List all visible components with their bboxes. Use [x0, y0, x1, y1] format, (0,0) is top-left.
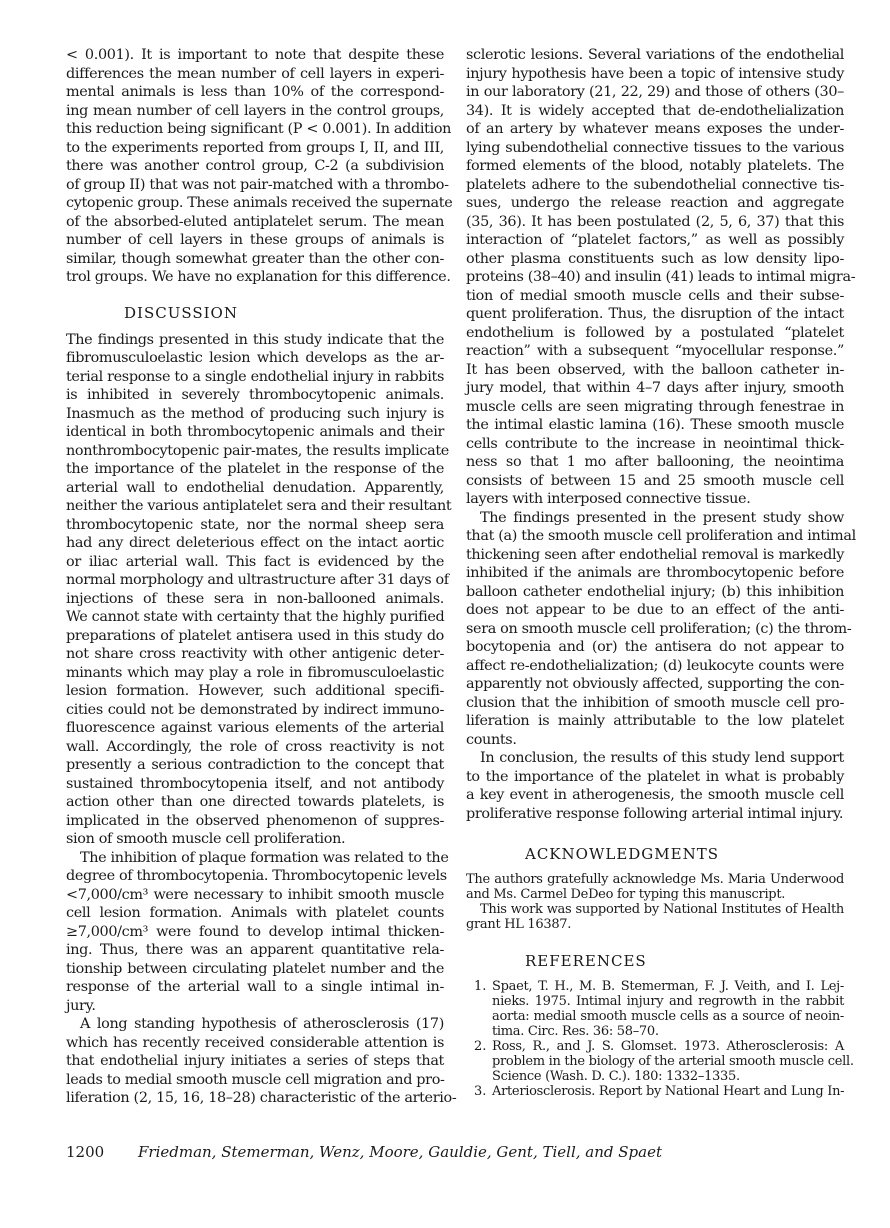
text-line: that endothelial injury initiates a series of steps that [66, 1053, 444, 1069]
text-line: number of cell layers in these groups of animals is [66, 232, 444, 248]
text-line: liferation (2, 15, 16, 18–28) characteristic of the arterio- [66, 1090, 457, 1106]
text-line: normal morphology and ultrastructure after 31 days of [66, 572, 449, 588]
text-line: inhibited if the animals are thrombocytopenic before [466, 565, 844, 581]
reference-line: problem in the biology of the arterial smooth muscle cell. [492, 1054, 854, 1069]
reference-number: 1. [474, 979, 487, 994]
text-line: quent proliferation. Thus, the disruption of the intact [466, 306, 844, 322]
text-line: cytopenic group. These animals received the supernate [66, 195, 453, 211]
reference-item [466, 1039, 854, 1084]
funding-text [466, 902, 844, 932]
text-line: mental animals is less than 10% of the correspond- [66, 84, 444, 100]
text-line: balloon catheter endothelial injury; (b) this inhibition [466, 583, 844, 600]
reference-line: Arteriosclerosis. Report by National Heart and Lung In- [492, 1084, 845, 1099]
text-line: differences the mean number of cell layers in experi- [66, 65, 444, 82]
text-line: grant HL 16387. [466, 917, 572, 932]
paragraph [466, 749, 844, 823]
text-line: clusion that the inhibition of smooth muscle cell pro- [466, 694, 844, 711]
text-line: consists of between 15 and 25 smooth muscle cell [466, 472, 844, 489]
text-line: The inhibition of plaque formation was related to the [80, 849, 449, 866]
text-line: and Ms. Carmel DeDeo for typing this manuscript. [466, 887, 786, 902]
text-line: sues, undergo the release reaction and aggregate [466, 195, 844, 211]
text-line: liferation is mainly attributable to the low platelet [466, 713, 844, 729]
text-line: ing mean number of cell layers in the control groups, [66, 102, 444, 119]
right-column [466, 46, 856, 1099]
text-line: proteins (38–40) and insulin (41) leads to intimal migra- [466, 269, 856, 285]
reference-line: Spaet, T. H., M. B. Stemerman, F. J. Veith, and I. Lej- [492, 979, 844, 994]
reference-line: nieks. 1975. Intimal injury and regrowth in the rabbit [492, 994, 844, 1009]
text-line: which has recently received considerable attention is [66, 1034, 444, 1051]
text-line: Inasmuch as the method of producing such injury is [66, 405, 444, 422]
paragraph [466, 509, 856, 750]
text-line: It has been observed, with the balloon catheter in- [466, 361, 844, 378]
text-line: platelets adhere to the subendothelial connective tis- [466, 176, 844, 193]
text-line: trol groups. We have no explanation for this difference. [66, 269, 451, 285]
text-line: in our laboratory (21, 22, 29) and those of others (30– [466, 84, 844, 100]
reference-line: Ross, R., and J. S. Glomset. 1973. Atherosclerosis: A [492, 1039, 844, 1054]
page-number: 1200 [66, 1143, 105, 1161]
text-line: thickening seen after endothelial removal is markedly [466, 546, 844, 563]
text-line: action other than one directed towards platelets, is [66, 794, 444, 810]
text-line: proliferative response following arterial intimal injury. [466, 805, 844, 822]
text-line: The findings presented in this study indicate that the [66, 331, 444, 348]
text-line: presently a serious contradiction to the concept that [66, 757, 444, 773]
text-line: This work was supported by National Institutes of Health [480, 902, 844, 917]
text-line: We cannot state with certainty that the highly purified [66, 609, 445, 625]
text-line: ing. Thus, there was an apparent quantitative rela- [66, 942, 444, 958]
text-line: thrombocytopenic state, nor the normal sheep sera [66, 516, 444, 533]
text-line: wall. Accordingly, the role of cross reactivity is not [66, 738, 444, 755]
text-line: of group II) that was not pair-matched with a thrombo- [66, 176, 449, 193]
paragraph [66, 849, 449, 1016]
text-line: degree of thrombocytopenia. Thrombocytopenic levels [66, 868, 447, 884]
text-line: reaction” with a subsequent “myocellular response.” [466, 343, 844, 359]
text-line: of an artery by whatever means exposes the under- [466, 121, 844, 137]
running-authors: Friedman, Stemerman, Wenz, Moore, Gauldie, Gent, Tiell, and Spaet [138, 1143, 662, 1161]
text-line: leads to medial smooth muscle cell migration and pro- [66, 1071, 445, 1088]
text-line: < 0.001). It is important to note that despite these [66, 47, 444, 63]
text-line: response of the arterial wall to a single intimal in- [66, 979, 444, 995]
text-line: A long standing hypothesis of atherosclerosis (17) [80, 1016, 444, 1032]
text-line: counts. [466, 731, 517, 748]
text-line: the intimal elastic lamina (16). These smooth muscle [466, 417, 844, 433]
text-line: implicated in the observed phenomenon of suppres- [66, 812, 444, 829]
text-line: ness so that 1 mo after ballooning, the neointima [466, 454, 844, 470]
text-line: cities could not be demonstrated by indirect immuno- [66, 701, 444, 718]
text-line: jury model, that within 4–7 days after injury, smooth [466, 380, 844, 396]
text-line: sustained thrombocytopenia itself, and not antibody [66, 775, 444, 792]
text-line: interaction of “platelet factors,” as well as possibly [466, 232, 844, 248]
paragraph [66, 46, 453, 287]
text-line: lesion formation. However, such additional specifi- [66, 683, 444, 699]
text-line: endothelium is followed by a postulated “platelet [466, 324, 844, 341]
reference-list [466, 979, 854, 1099]
text-line: is inhibited in severely thrombocytopenic animals. [66, 387, 444, 403]
text-line: sera on smooth muscle cell proliferation; (c) the throm- [466, 620, 852, 637]
text-line: terial response to a single endothelial injury in rabbits [66, 368, 444, 385]
text-line: In conclusion, the results of this study lend support [480, 750, 844, 766]
text-line: layers with interposed connective tissue. [466, 491, 751, 507]
reference-number: 2. [474, 1039, 487, 1054]
text-line: other plasma constituents such as low density lipo- [466, 250, 844, 267]
text-line: injury hypothesis have been a topic of intensive study [466, 65, 844, 82]
text-line: there was another control group, C-2 (a subdivision [66, 158, 444, 174]
paragraph [66, 331, 452, 849]
text-line: or iliac arterial wall. This fact is evidenced by the [66, 553, 444, 570]
text-line: apparently not obviously affected, supporting the con- [466, 676, 844, 692]
text-line: nonthrombocytopenic pair-mates, the results implicate [66, 442, 449, 459]
page-footer [66, 1143, 662, 1161]
text-line: sion of smooth muscle cell proliferation. [66, 831, 346, 847]
text-line: neither the various antiplatelet sera and their resultant [66, 498, 452, 514]
text-line: arterial wall to endothelial denudation. Apparently, [66, 479, 444, 496]
text-line: injections of these sera in non-ballooned animals. [66, 590, 444, 607]
text-line: that (a) the smooth muscle cell proliferation and intimal [466, 528, 856, 544]
text-line: muscle cells are seen migrating through fenestrae in [466, 398, 844, 415]
text-line: fluorescence against various elements of the arterial [66, 720, 444, 736]
section-heading-references: REFERENCES [525, 952, 647, 970]
text-line: had any direct deleterious effect on the intact aortic [66, 535, 444, 551]
text-line: formed elements of the blood, notably platelets. The [466, 158, 844, 174]
paragraph [66, 1015, 457, 1108]
text-line: does not appear to be due to an effect of the anti- [466, 602, 844, 618]
acknowledgment-text [466, 872, 844, 902]
text-line: fibromusculoelastic lesion which develops as the ar- [66, 350, 444, 366]
reference-number: 3. [474, 1084, 487, 1099]
text-line: the importance of the platelet in the response of the [66, 461, 444, 477]
reference-item [466, 979, 844, 1039]
text-line: ≥7,000/cm³ were found to develop intimal thicken- [66, 923, 444, 940]
section-heading-discussion: DISCUSSION [124, 303, 238, 322]
reference-line: Science (Wash. D. C.). 180: 1332–1335. [492, 1069, 740, 1084]
text-line: similar, though somewhat greater than the other con- [66, 250, 444, 267]
text-line: not share cross reactivity with other antigenic deter- [66, 646, 444, 662]
text-line: tion of medial smooth muscle cells and their subse- [466, 287, 844, 304]
text-line: sclerotic lesions. Several variations of the endothelial [466, 47, 844, 63]
text-line: jury. [66, 997, 96, 1014]
text-line: The findings presented in the present study show [480, 509, 844, 526]
text-line: identical in both thrombocytopenic animals and their [66, 424, 444, 440]
text-line: <7,000/cm³ were necessary to inhibit smooth muscle [66, 886, 444, 903]
text-line: tionship between circulating platelet number and the [66, 960, 444, 977]
text-line: minants which may play a role in fibromusculoelastic [66, 664, 444, 681]
left-column [66, 46, 457, 1108]
text-line: a key event in atherogenesis, the smooth muscle cell [466, 787, 844, 803]
section-heading-acknowledgments: ACKNOWLEDGMENTS [525, 845, 719, 863]
paragraph [466, 46, 856, 509]
text-line: to the importance of the platelet in what is probably [466, 768, 844, 785]
text-line: 34). It is widely accepted that de-endothelialization [466, 102, 844, 119]
reference-item [466, 1084, 844, 1099]
text-line: lying subendothelial connective tissues to the various [466, 139, 844, 156]
text-line: this reduction being significant (P < 0.001). In addition [66, 121, 452, 137]
text-line: (35, 36). It has been postulated (2, 5, 6, 37) that this [466, 213, 844, 230]
text-line: preparations of platelet antisera used in this study do [66, 627, 444, 644]
text-line: affect re-endothelialization; (d) leukocyte counts were [466, 657, 844, 674]
text-line: cell lesion formation. Animals with platelet counts [66, 905, 444, 921]
text-line: The authors gratefully acknowledge Ms. Maria Underwood [466, 872, 844, 887]
text-line: bocytopenia and (or) the antisera do not appear to [466, 639, 844, 655]
text-line: to the experiments reported from groups I, II, and III, [66, 139, 444, 156]
text-line: cells contribute to the increase in neointimal thick- [466, 435, 844, 452]
reference-line: aorta: medial smooth muscle cells as a source of neoin- [492, 1009, 844, 1024]
reference-line: tima. Circ. Res. 36: 58–70. [492, 1024, 659, 1039]
text-line: of the absorbed-eluted antiplatelet serum. The mean [66, 213, 444, 230]
